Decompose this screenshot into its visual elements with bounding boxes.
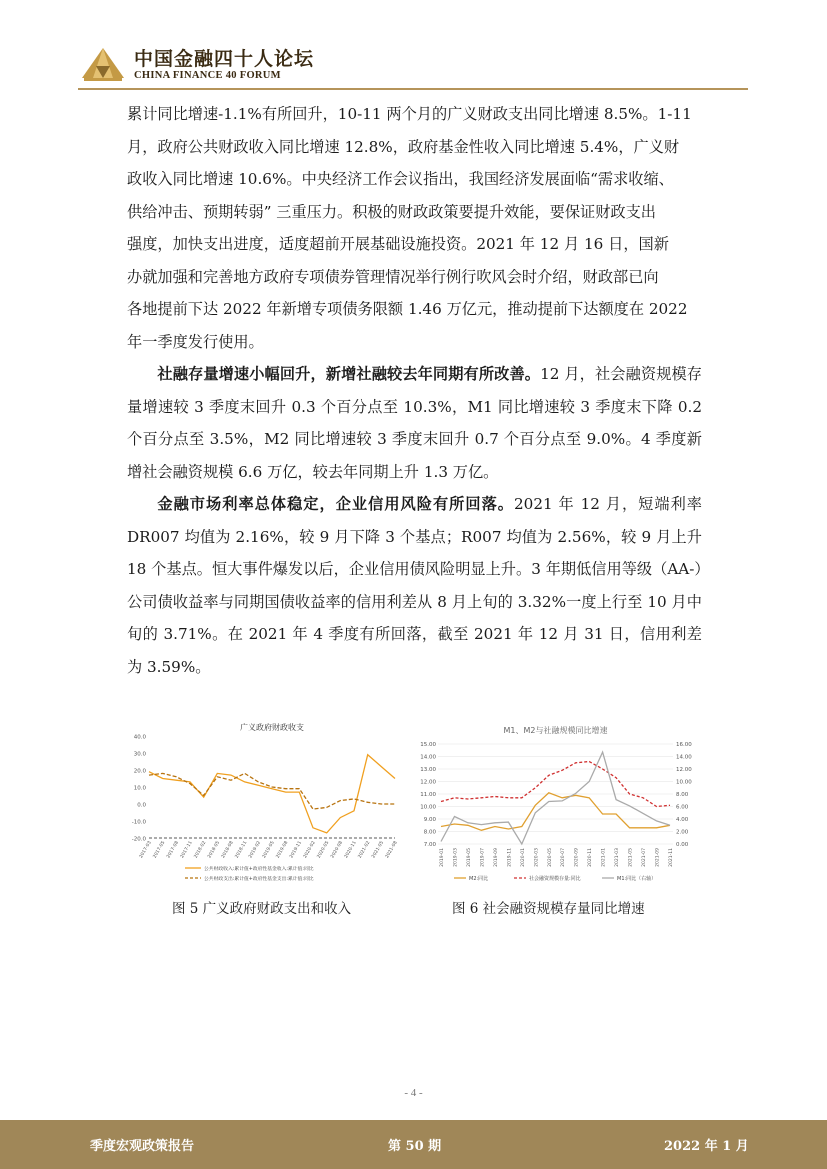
x-tick-label: 2020-11 (343, 840, 358, 860)
footer-date: 2022 年 1 月 (664, 1139, 749, 1154)
x-tick-label: 2020-05 (547, 848, 553, 867)
fiscal-line: 累计同比增速-1.1%有所回升，10-11 两个月的广义财政支出同比增速 8.5%。1-11 (127, 105, 692, 123)
x-tick-label: 2018-02 (193, 840, 208, 860)
figure-6-caption: 图 6 社会融资规模存量同比增速 (452, 901, 645, 917)
fiscal-line: 年一季度发行使用。 (127, 332, 264, 351)
fiscal-line: 月，政府公共财政收入同比增速 12.8%，政府基金性收入同比增速 5.4%，广义财 (127, 137, 680, 156)
forum-logo-icon (78, 44, 128, 86)
x-tick-label: 2020-03 (534, 848, 540, 867)
page-header (0, 0, 827, 92)
x-tick-label: 2019-11 (289, 840, 304, 860)
y-tick-label: 40.0 (133, 734, 146, 741)
figure-5-caption: 图 5 广义政府财政支出和收入 (172, 901, 352, 917)
y-tick-label-left: 13.00 (420, 767, 436, 774)
fiscal-line: 供给冲击、预期转弱” 三重压力。积极的财政政策要提升效能，要保证财政支出 (127, 202, 656, 221)
brand-name-en: CHINA FINANCE 40 FORUM (134, 70, 281, 81)
page-footer (0, 1120, 827, 1169)
x-tick-label: 2021-03 (615, 848, 621, 867)
y-tick-label: -20.0 (131, 836, 146, 843)
x-tick-label: 2021-05 (371, 840, 386, 860)
series-line-1 (441, 762, 670, 807)
y-tick-label-right: 0.00 (676, 842, 689, 849)
x-tick-label: 2019-09 (493, 848, 499, 867)
y-tick-label: 0.0 (137, 802, 146, 809)
series-line-0 (149, 755, 395, 833)
x-tick-label: 2021-01 (601, 848, 607, 867)
x-tick-label: 2021-07 (642, 848, 648, 867)
legend-label: M2:同比 (469, 876, 489, 882)
y-tick-label-right: 10.00 (676, 779, 692, 786)
paragraph-interest-rates (127, 488, 702, 683)
y-tick-label-right: 6.00 (676, 804, 689, 811)
y-tick-label-left: 11.00 (420, 792, 436, 799)
report-body (127, 98, 702, 683)
x-tick-label: 2018-05 (207, 840, 222, 860)
y-tick-label: 20.0 (133, 768, 146, 775)
x-tick-label: 2019-05 (466, 848, 472, 867)
x-tick-label: 2017-08 (166, 840, 181, 860)
y-tick-label-left: 14.00 (420, 754, 436, 761)
x-tick-label: 2020-02 (302, 840, 317, 860)
interest-rates-text: 2021 年 12 月，短端利率 DR007 均值为 2.16%，较 9 月下降 3 个基点；R007 均值为 2.56%，较 9 月上升 18 个基点。恒大事件爆发以后，企业信用债风险明显上升。3 年期低信用等级（AA-）公司债收益率与同期国债收益率的信用利差从 8 月上旬的 3.32%一度上行至 10 月中旬的 3.71%。在 2021 年 4 季度有所回落，截至 2021 年 12 月 31 日，信用利差为 3.59%。 (127, 495, 702, 676)
y-tick-label-left: 12.00 (420, 779, 436, 786)
x-tick-label: 2019-03 (453, 848, 459, 867)
x-tick-label: 2021-05 (628, 848, 634, 867)
fiscal-chart (127, 718, 412, 888)
x-tick-label: 2020-05 (316, 840, 331, 860)
y-tick-label-right: 8.00 (676, 792, 689, 799)
x-tick-label: 2019-11 (507, 848, 513, 867)
y-tick-label-left: 7.00 (423, 842, 436, 849)
footer-report-name: 季度宏观政策报告 (90, 1139, 195, 1154)
series-line-1 (149, 773, 395, 809)
interest-rates-lead: 金融市场利率总体稳定，企业信用风险有所回落。 (157, 495, 515, 513)
x-tick-label: 2019-07 (480, 848, 486, 867)
legend-label: 社会融资规模存量:同比 (529, 876, 581, 882)
y-tick-label-left: 10.00 (420, 804, 436, 811)
y-tick-label-right: 14.00 (676, 754, 692, 761)
y-tick-label-right: 12.00 (676, 767, 692, 774)
x-tick-label: 2018-08 (220, 840, 235, 860)
x-tick-label: 2020-11 (588, 848, 594, 867)
y-tick-label-right: 2.00 (676, 829, 689, 836)
x-tick-label: 2019-01 (440, 848, 445, 867)
social-financing-text: 12 月，社会融资规模存量增速较 3 季度末回升 0.3 个百分点至 10.3%，M1 同比增速较 3 季度末下降 0.2 个百分点至 3.5%，M2 同比增速较 3 季度末回升 0.7 个百分点至 9.0%。4 季度新增社会融资规模 6.6 万亿，较去年同期上升 1.3 万亿。 (127, 365, 702, 481)
legend-label: M1:同比（右轴） (617, 876, 657, 882)
x-tick-label: 2021-09 (655, 848, 661, 867)
footer-issue: 第 50 期 (388, 1139, 442, 1154)
y-tick-label-right: 4.00 (676, 817, 689, 824)
y-tick-label: 10.0 (133, 785, 146, 792)
social-financing-lead: 社融存量增速小幅回升，新增社融较去年同期有所改善。 (157, 365, 541, 383)
x-tick-label: 2017-05 (152, 840, 167, 860)
paragraph-social-financing (127, 358, 702, 488)
header-divider (78, 88, 748, 90)
y-tick-label-left: 8.00 (423, 829, 436, 836)
chart-title: M1、M2与社融规模同比增速 (503, 726, 608, 735)
series-line-0 (441, 793, 670, 831)
fiscal-line: 办就加强和完善地方政府专项债券管理情况举行例行吹风会时介绍，财政部已向 (127, 267, 659, 286)
legend-label: 公共财政收入:累计值+政府性基金收入:累计值:同比 (204, 867, 314, 872)
legend-label: 公共财政支出:累计值+政府性基金支出:累计值:同比 (204, 877, 314, 882)
y-tick-label-left: 15.00 (420, 742, 436, 749)
brand-name-cn: 中国金融四十人论坛 (134, 48, 315, 70)
money-supply-chart (418, 718, 700, 888)
x-tick-label: 2021-02 (357, 840, 372, 860)
fiscal-line: 政收入同比增速 10.6%。中央经济工作会议指出，我国经济发展面临“需求收缩、 (127, 170, 674, 188)
x-tick-label: 2020-08 (330, 840, 345, 860)
chart-title: 广义政府财政收支 (240, 723, 304, 732)
x-tick-label: 2019-02 (248, 840, 263, 860)
x-tick-label: 2021-11 (669, 848, 674, 867)
x-tick-label: 2020-01 (520, 848, 526, 867)
y-tick-label-right: 16.00 (676, 742, 692, 749)
y-tick-label: -10.0 (131, 819, 146, 826)
series-line-2 (441, 752, 670, 844)
fiscal-line: 强度，加快支出进度，适度超前开展基础设施投资。2021 年 12 月 16 日，国新 (127, 235, 669, 253)
x-tick-label: 2019-05 (261, 840, 276, 860)
paragraph-fiscal (127, 98, 702, 358)
x-tick-label: 2017-03 (138, 840, 153, 860)
fiscal-line: 各地提前下达 2022 年新增专项债务限额 1.46 万亿元，推动提前下达额度在 2022 (127, 300, 688, 318)
y-tick-label-left: 9.00 (423, 817, 436, 824)
x-tick-label: 2021-08 (384, 840, 399, 860)
x-tick-label: 2019-08 (275, 840, 290, 860)
x-tick-label: 2020-07 (561, 848, 567, 867)
page-number: - 4 - (404, 1087, 423, 1099)
x-tick-label: 2018-11 (234, 840, 249, 860)
x-tick-label: 2020-09 (574, 848, 580, 867)
y-tick-label: 30.0 (133, 751, 146, 758)
x-tick-label: 2017-11 (179, 840, 194, 860)
